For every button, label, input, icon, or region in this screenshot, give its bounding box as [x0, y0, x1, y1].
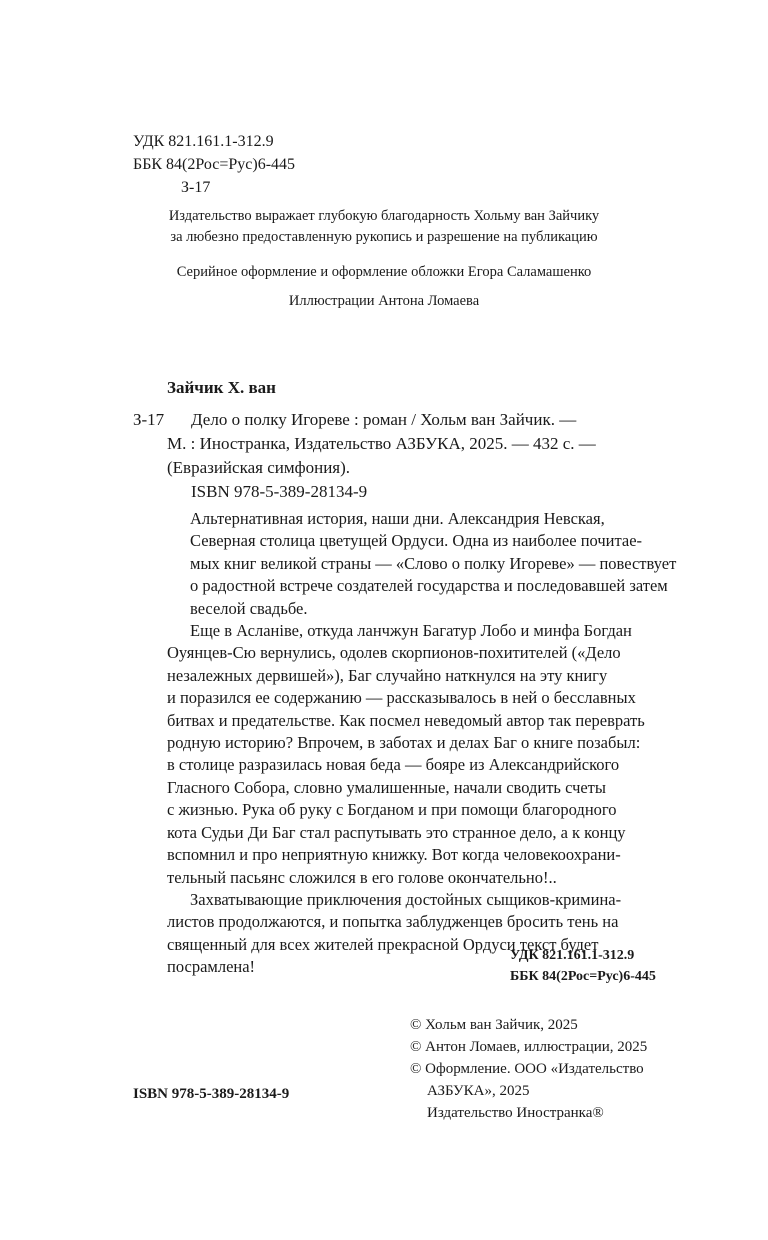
bibliography-author-mark: З-17	[133, 410, 165, 429]
annotation-line: священный для всех жителей прекрасной Ордуси текст будет	[167, 934, 599, 954]
annotation-line: незалежных дервишей»), Баг случайно наткнулся на эту книгу	[167, 665, 608, 685]
series-design-credit: Серийное оформление и оформление обложки Егора Саламашенко	[176, 264, 592, 280]
annotation-line: веселой свадьбе.	[190, 598, 308, 618]
annotation-line: Еще в Асланiве, откуда ланчжун Багатур Лобо и минфа Богдан	[190, 621, 632, 641]
annotation-line: в столице разразилась новая беда — бояре из Александрийского	[167, 755, 620, 775]
annotation-line: Оуянцев-Сю вернулись, одолев скорпионов-похитителей («Дело	[167, 643, 621, 663]
copyright-line: © Оформление. ООО «Издательство	[410, 1061, 644, 1077]
bibliography-line: М. : Иностранка, Издательство АЗБУКА, 2025. — 432 с. —	[167, 434, 596, 453]
author-heading: Зайчик Х. ван	[167, 378, 276, 397]
bbk-code-bottom: ББК 84(2Рос=Рус)6-445	[510, 969, 656, 984]
bibliography-line: (Евразийская симфония).	[167, 458, 351, 477]
annotation-line: мых книг великой страны — «Слово о полку Игореве» — повествует	[190, 553, 677, 573]
annotation-line: о радостной встрече создателей государства и последовавшей затем	[190, 576, 668, 596]
annotation-line: с жизнью. Рука об руку с Богданом и при помощи благородного	[167, 800, 617, 820]
bibliography-line: Дело о полку Игореве : роман / Хольм ван Зайчик. —	[191, 410, 577, 429]
annotation-line: Северная столица цветущей Ордуси. Одна из наиболее почитае-	[190, 531, 643, 551]
annotation-line: кота Судьи Ди Баг стал распутывать это странное дело, а к концу	[167, 822, 626, 842]
annotation-paragraph	[167, 620, 679, 889]
copyright-line: © Антон Ломаев, иллюстрации, 2025	[410, 1039, 648, 1055]
udk-code: УДК 821.161.1-312.9	[133, 133, 274, 150]
annotation-line: битвах и предательстве. Как посмел неведомый автор так переврать	[167, 710, 645, 730]
annotation-line: Альтернативная история, наши дни. Александрия Невская,	[190, 509, 605, 528]
annotation-line: Гласного Собора, словно умалишенные, начали сводить счеты	[167, 777, 606, 797]
annotation-line: родную историю? Впрочем, в заботах и делах Баг о книге позабыл:	[167, 733, 641, 753]
bibliography-isbn: ISBN 978-5-389-28134-9	[191, 482, 368, 501]
annotation-line: вспомнил и про неприятную книжку. Вот когда человекоохрани-	[167, 845, 621, 865]
isbn-bottom: ISBN 978-5-389-28134-9	[133, 1086, 290, 1102]
annotation-line: тельный пасьянс сложился в его голове окончательно!..	[167, 867, 557, 887]
acknowledgement-line: Издательство выражает глубокую благодарность Хольму ван Зайчику	[168, 208, 600, 224]
copyright-line: АЗБУКА», 2025	[427, 1083, 530, 1099]
annotation-line: и поразился ее содержанию — рассказывалось в ней о бесславных	[167, 688, 636, 708]
author-mark: З-17	[181, 179, 211, 196]
copyright-line: © Хольм ван Зайчик, 2025	[410, 1017, 578, 1033]
acknowledgement	[84, 206, 684, 248]
udk-code-bottom: УДК 821.161.1-312.9	[510, 948, 635, 963]
illustrations-credit: Иллюстрации Антона Ломаева	[288, 293, 480, 309]
annotation-line: посрамлена!	[167, 957, 256, 977]
copyright-line: Издательство Иностранка®	[427, 1105, 604, 1121]
annotation-line: Захватывающие приключения достойных сыщиков-кримина-	[190, 889, 622, 909]
annotation	[167, 508, 679, 979]
bbk-code: ББК 84(2Рос=Рус)6-445	[133, 156, 296, 173]
annotation-paragraph	[167, 508, 679, 620]
acknowledgement-line: за любезно предоставленную рукопись и разрешение на публикацию	[170, 229, 598, 245]
copyright-block	[410, 1014, 647, 1124]
annotation-line: листов продолжаются, и попытка заблудженцев бросить тень на	[167, 912, 619, 932]
